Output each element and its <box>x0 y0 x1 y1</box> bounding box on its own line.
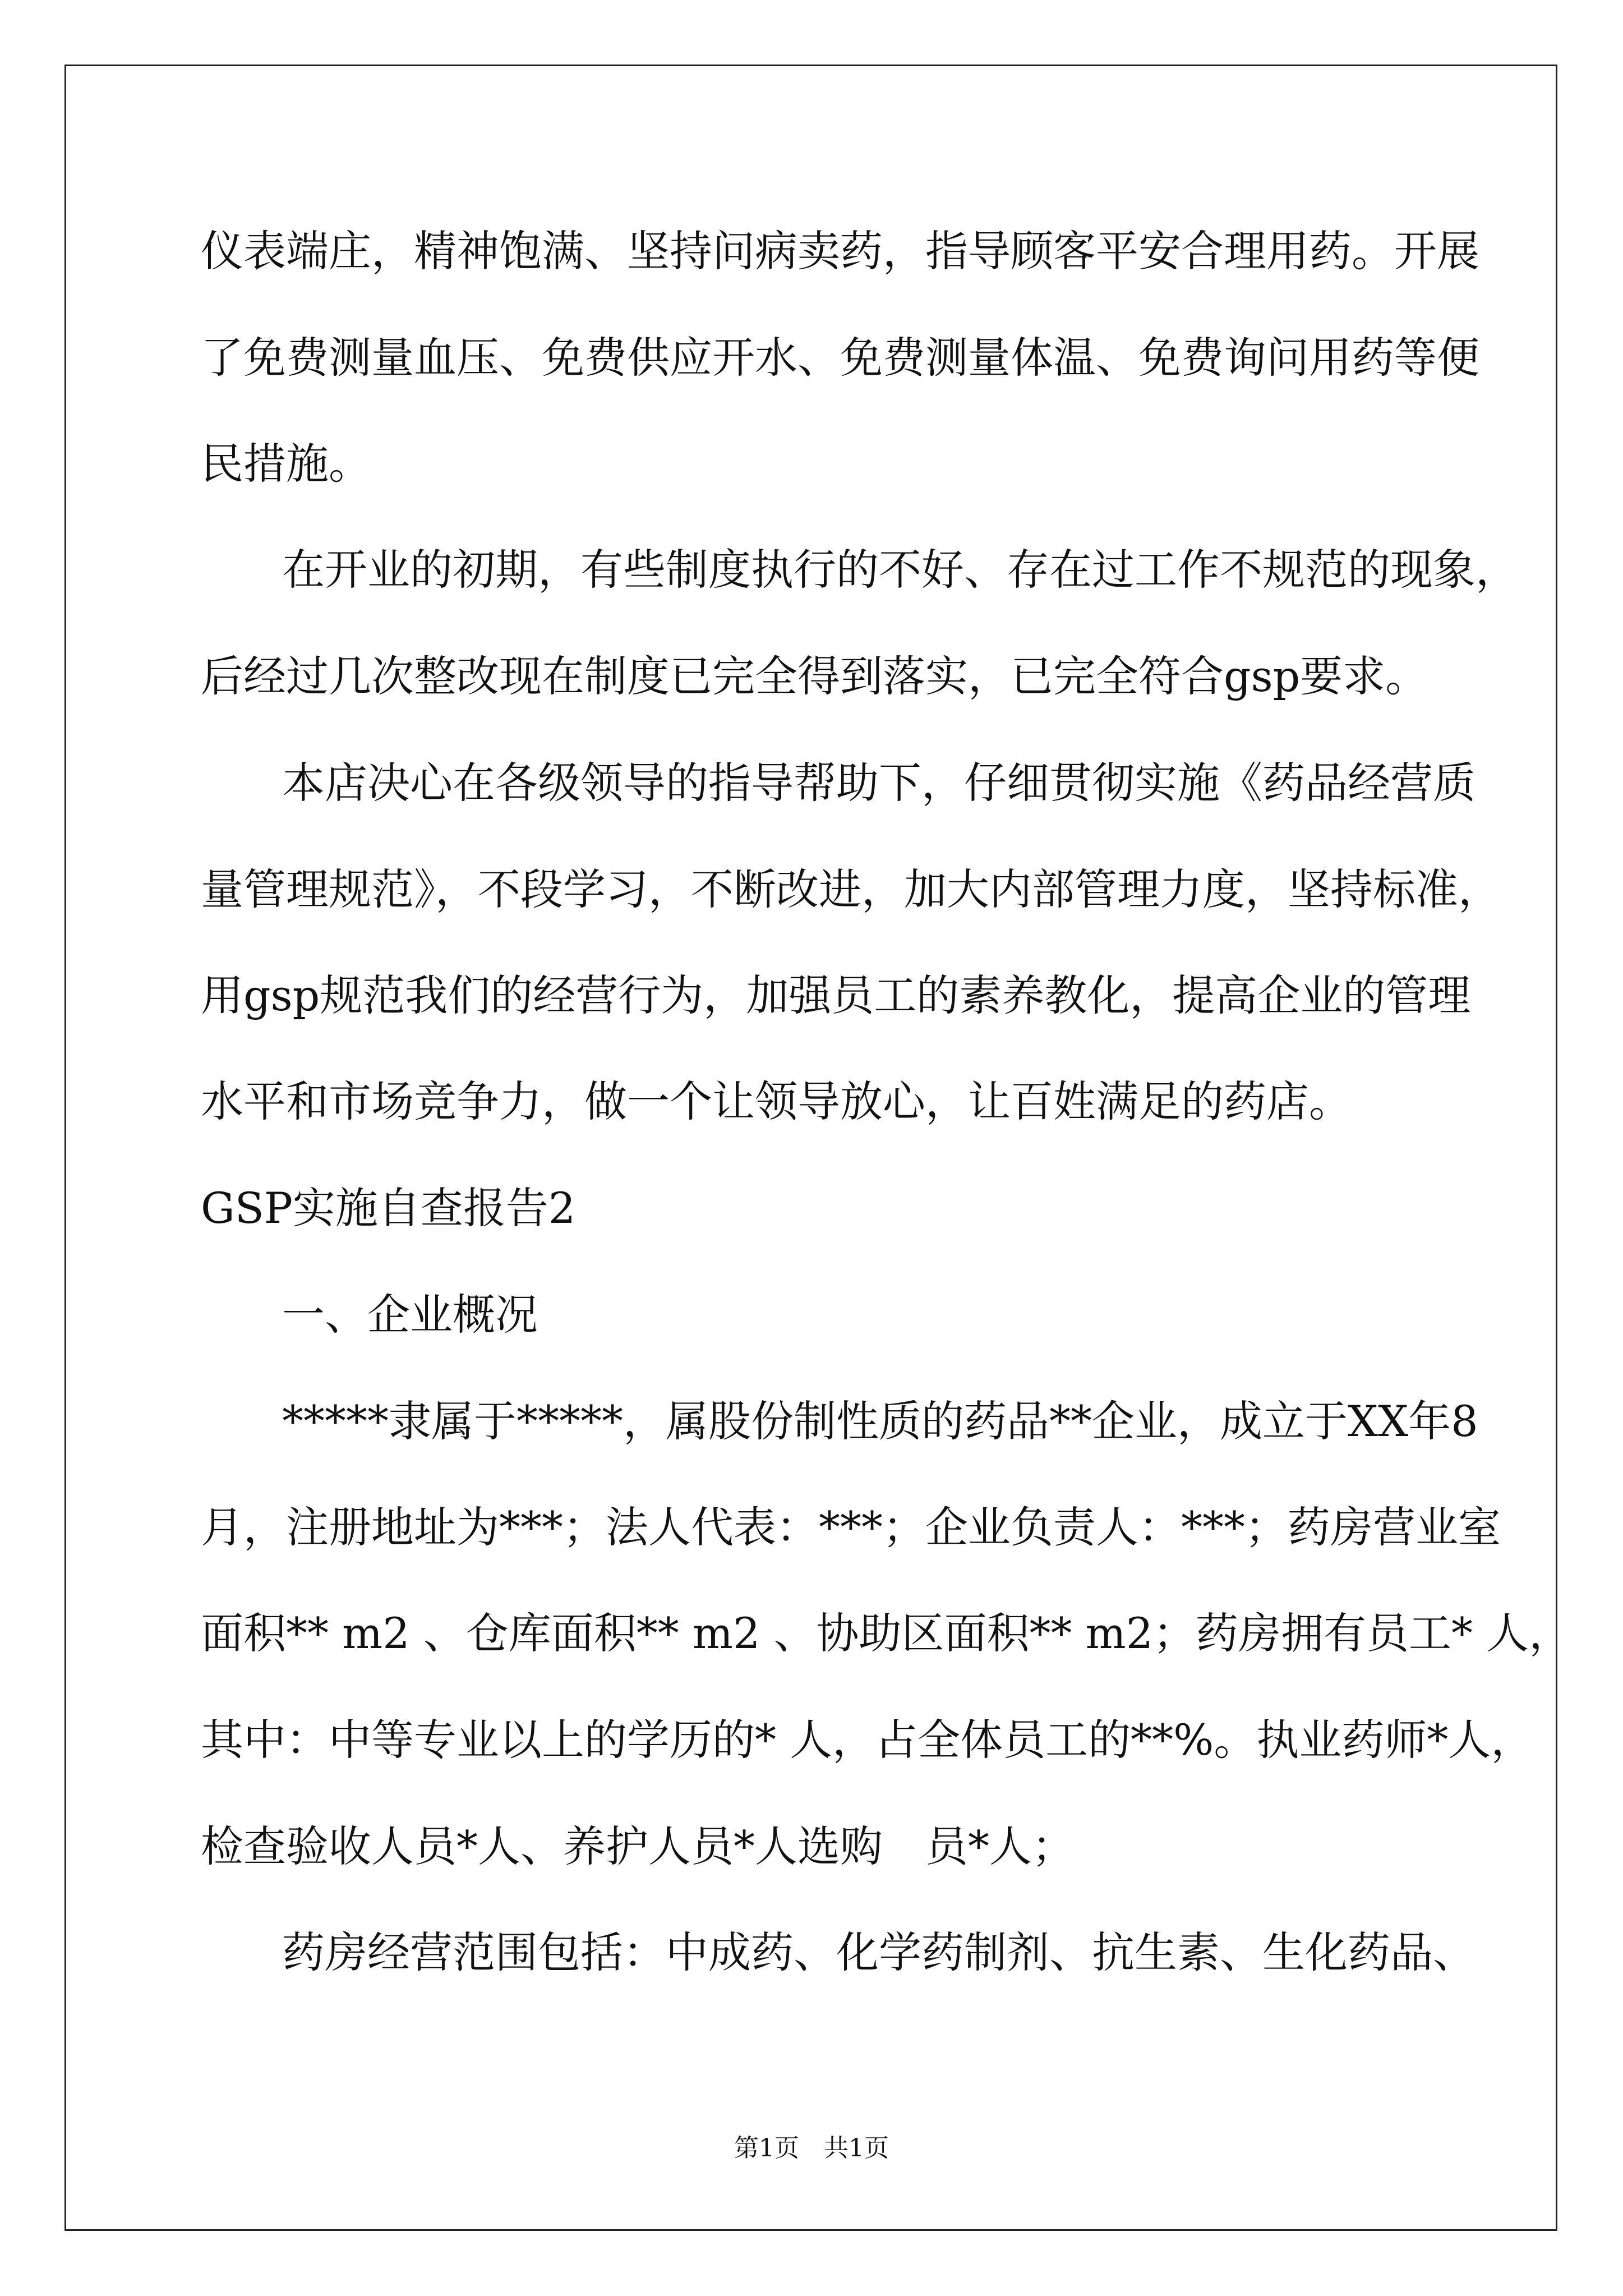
text-line: 药房经营范围包括：中成药、化学药制剂、抗生素、生化药品、 <box>282 1927 1476 1977</box>
text-line: 仪表端庄，精神饱满、坚持问病卖药，指导顾客平安合理用药。开展 <box>201 226 1479 276</box>
text-line: 月，注册地址为***；法人代表：***；企业负责人：***；药房营业室 <box>201 1502 1501 1552</box>
text-line: 在开业的初期，有些制度执行的不好、存在过工作不规范的现象， <box>282 545 1518 595</box>
page-number-footer: 第1页 共1页 <box>734 2134 889 2162</box>
text-line: 民措施。 <box>201 439 371 489</box>
text-line: 用gsp规范我们的经营行为，加强员工的素养教化，提高企业的管理 <box>201 970 1471 1020</box>
text-line: 量管理规范》，不段学习，不断改进，加大内部管理力度，坚持标准， <box>201 864 1501 914</box>
text-line: *****隶属于*****，属股份制性质的药品**企业，成立于XX年8 <box>282 1396 1478 1446</box>
text-line: 了免费测量血压、免费供应开水、免费测量体温、免费询问用药等便 <box>201 333 1479 383</box>
text-line: 其中：中等专业以上的学历的* 人，占全体员工的**%。执业药师*人， <box>201 1715 1534 1765</box>
text-line: 面积** m2 、仓库面积** m2 、协助区面积** m2；药房拥有员工* 人， <box>201 1608 1572 1658</box>
text-line: 本店决心在各级领导的指导帮助下，仔细贯彻实施《药品经营质 <box>282 758 1476 808</box>
text-line: 检查验收人员*人、养护人员*人选购 员*人； <box>201 1821 1075 1871</box>
text-line: 水平和市场竞争力，做一个让领导放心，让百姓满足的药店。 <box>201 1076 1352 1126</box>
page-frame <box>64 65 1557 2231</box>
subsection-heading: 一、企业概况 <box>282 1290 538 1340</box>
text-line: 后经过几次整改现在制度已完全得到落实，已完全符合gsp要求。 <box>201 651 1428 701</box>
section-heading: GSP实施自查报告2 <box>201 1183 576 1233</box>
